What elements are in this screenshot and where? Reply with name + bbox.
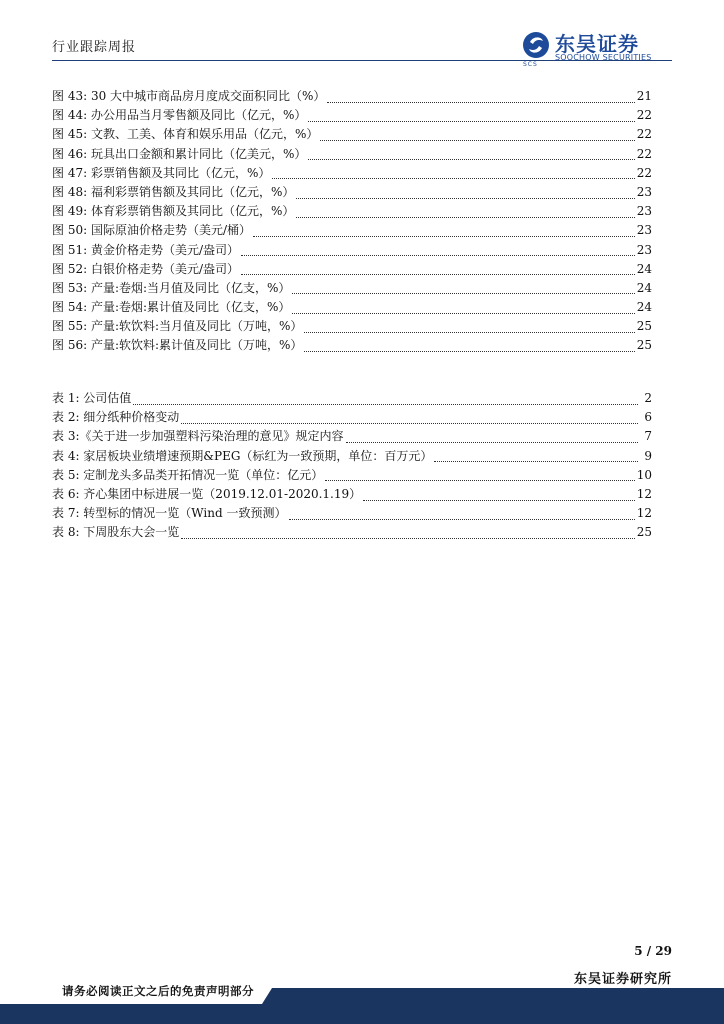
figure-toc-label: 图 51: 黄金价格走势（美元/盎司）: [52, 242, 239, 257]
toc-leader-dots: [304, 342, 634, 352]
toc-leader-dots: [289, 510, 635, 520]
header-report-type: 行业跟踪周报: [52, 40, 137, 55]
figure-toc-page: 22: [636, 146, 652, 161]
figure-toc-label: 图 56: 产量:软饮料:累计值及同比（万吨，%）: [52, 338, 303, 353]
toc-leader-dots: [346, 433, 639, 443]
figure-toc-entry[interactable]: [52, 106, 652, 125]
figure-toc-label: 图 48: 福利彩票销售额及其同比（亿元，%）: [52, 184, 295, 199]
table-toc-label: 表 8: 下周股东大会一览: [52, 525, 180, 540]
figure-toc-label: 图 53: 产量:卷烟:当月值及同比（亿支，%）: [52, 280, 291, 295]
table-toc-page: 12: [636, 506, 652, 521]
table-toc-label: 表 3:《关于进一步加强塑料污染治理的意见》规定内容: [52, 429, 344, 444]
figure-toc-page: 25: [636, 338, 652, 353]
figure-toc-page: 23: [636, 204, 652, 219]
figure-toc-entry[interactable]: [52, 145, 652, 164]
figure-toc-entry[interactable]: [52, 87, 652, 106]
table-toc-list: [52, 389, 652, 543]
toc-leader-dots: [181, 414, 638, 424]
table-toc-page: 9: [644, 448, 652, 463]
toc-leader-dots: [272, 169, 634, 179]
figure-toc-page: 25: [636, 319, 652, 334]
figure-toc-page: 22: [636, 127, 652, 142]
figure-toc-entry[interactable]: [52, 241, 652, 260]
figure-toc-entry[interactable]: [52, 260, 652, 279]
figure-toc-label: 图 45: 文教、工美、体育和娱乐用品（亿元，%）: [52, 127, 319, 142]
toc-leader-dots: [363, 491, 635, 501]
toc-leader-dots: [304, 323, 634, 333]
table-toc-page: 2: [644, 391, 652, 405]
table-toc-entry[interactable]: [52, 466, 652, 485]
table-toc-entry[interactable]: [52, 504, 652, 523]
brand-logo: [521, 30, 671, 68]
figure-toc-list: [52, 87, 652, 356]
figure-toc-entry[interactable]: [52, 183, 652, 202]
page-number: 5 / 29: [634, 944, 672, 958]
figure-toc-page: 23: [636, 242, 652, 257]
toc-leader-dots: [296, 208, 634, 218]
figure-toc-entry[interactable]: [52, 164, 652, 183]
figure-toc-page: 24: [636, 261, 652, 276]
soochow-logo-icon: [521, 30, 551, 60]
table-toc-entry[interactable]: [52, 408, 652, 427]
table-toc-page: 7: [644, 429, 652, 444]
figure-toc-entry[interactable]: [52, 317, 652, 336]
figure-toc-entry[interactable]: [52, 221, 652, 240]
toc-leader-dots: [434, 452, 638, 462]
brand-abbr: SCS: [523, 61, 538, 68]
figure-toc-page: 22: [636, 165, 652, 180]
footer-disclaimer: 请务必阅读正文之后的免责声明部分: [62, 984, 254, 998]
figure-toc-entry[interactable]: [52, 125, 652, 144]
figure-toc-entry[interactable]: [52, 202, 652, 221]
table-toc-label: 表 7: 转型标的情况一览（Wind 一致预测）: [52, 506, 287, 521]
table-toc-label: 表 4: 家居板块业绩增速预期&PEG（标红为一致预期，单位：百万元）: [52, 448, 433, 463]
toc-leader-dots: [308, 150, 634, 160]
toc-leader-dots: [241, 246, 635, 256]
figure-toc-page: 22: [636, 108, 652, 123]
toc-leader-dots: [308, 112, 634, 122]
figure-toc-entry[interactable]: [52, 336, 652, 355]
figure-toc-entry[interactable]: [52, 298, 652, 317]
toc-leader-dots: [253, 227, 635, 237]
figure-toc-page: 21: [636, 89, 652, 103]
table-toc-entry[interactable]: [52, 427, 652, 446]
table-toc-page: 6: [644, 410, 652, 425]
toc-leader-dots: [133, 395, 638, 405]
figure-toc-entry[interactable]: [52, 279, 652, 298]
toc-leader-dots: [292, 284, 634, 294]
brand-name-en: SOOCHOW SECURITIES: [555, 53, 652, 62]
table-toc-page: 12: [636, 486, 652, 501]
figure-toc-label: 图 50: 国际原油价格走势（美元/桶）: [52, 223, 251, 238]
figure-toc-page: 24: [636, 280, 652, 295]
toc-leader-dots: [241, 265, 635, 275]
table-toc-entry[interactable]: [52, 485, 652, 504]
toc-leader-dots: [325, 471, 634, 481]
table-toc-label: 表 2: 细分纸种价格变动: [52, 410, 180, 425]
figure-toc-label: 图 54: 产量:卷烟:累计值及同比（亿支，%）: [52, 300, 291, 315]
toc-leader-dots: [320, 131, 634, 141]
figure-toc-page: 23: [636, 223, 652, 238]
header-divider: [52, 60, 672, 61]
figure-toc-label: 图 44: 办公用品当月零售额及同比（亿元，%）: [52, 108, 307, 123]
table-toc-entry[interactable]: [52, 523, 652, 542]
toc-leader-dots: [181, 529, 634, 539]
brand-name-cn: 东吴证券: [555, 32, 639, 56]
figure-toc-label: 图 49: 体育彩票销售额及其同比（亿元，%）: [52, 204, 295, 219]
figure-toc-label: 图 47: 彩票销售额及其同比（亿元，%）: [52, 165, 271, 180]
table-toc-label: 表 5: 定制龙头多品类开拓情况一览（单位：亿元）: [52, 467, 324, 482]
figure-toc-page: 24: [636, 300, 652, 315]
table-toc-label: 表 1: 公司估值: [52, 391, 132, 405]
footer-org-name: 东吴证券研究所: [573, 972, 672, 987]
figure-toc-page: 23: [636, 184, 652, 199]
toc-leader-dots: [296, 189, 634, 199]
table-toc-entry[interactable]: [52, 447, 652, 466]
figure-toc-label: 图 55: 产量:软饮料:当月值及同比（万吨，%）: [52, 319, 303, 334]
table-toc-page: 25: [636, 525, 652, 540]
figure-toc-label: 图 43: 30 大中城市商品房月度成交面积同比（%）: [52, 89, 326, 103]
toc-leader-dots: [292, 304, 634, 314]
table-toc-page: 10: [636, 467, 652, 482]
figure-toc-label: 图 52: 白银价格走势（美元/盎司）: [52, 261, 239, 276]
figure-toc-label: 图 46: 玩具出口金额和累计同比（亿美元，%）: [52, 146, 307, 161]
toc-leader-dots: [327, 93, 634, 103]
table-toc-label: 表 6: 齐心集团中标进展一览（2019.12.01-2020.1.19）: [52, 486, 362, 501]
table-toc-entry[interactable]: [52, 389, 652, 408]
